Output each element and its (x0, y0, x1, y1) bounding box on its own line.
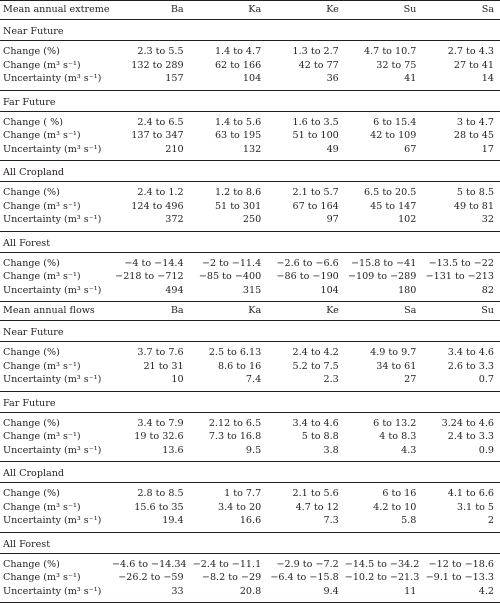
table-cell: 33 (112, 585, 190, 603)
table-cell: 2.6 to 3.3 (447, 360, 494, 372)
table-cell: 0.7 (422, 373, 500, 391)
row-label: Change (%) (3, 347, 60, 358)
table-cell: 19 to 32.6 (134, 431, 184, 442)
table-cell: 2.1 to 5.6 (292, 488, 339, 499)
table-row (0, 111, 500, 129)
table-cell: −15.8 to −41 (350, 257, 417, 269)
table-cell: 4.3 (345, 444, 423, 462)
table-cell: 41 (345, 72, 423, 90)
column-header: Ke (267, 1, 345, 20)
table-row (0, 360, 500, 374)
table-cell: −109 to −289 (347, 271, 417, 282)
table-cell: 51 to 100 (292, 130, 339, 141)
table-cell: 5 to 8.8 (301, 431, 339, 442)
table-cell: 62 to 166 (214, 59, 262, 71)
table-row (0, 143, 500, 161)
row-label: Change (m³ s⁻¹) (3, 360, 81, 372)
table-cell: 6 to 16 (382, 488, 417, 499)
column-header: Ka (190, 302, 268, 321)
table-cell: 42 to 77 (298, 59, 339, 71)
table-row (0, 514, 500, 532)
table-row (0, 252, 500, 270)
table-cell: 3.4 to 4.6 (447, 347, 494, 358)
table-cell: 42 to 109 (370, 130, 417, 141)
table-cell: 6 to 15.4 (373, 116, 417, 128)
table-cell: 49 (267, 143, 345, 161)
table-cell: −2 to −11.4 (201, 257, 262, 269)
table-cell: 5 to 8.5 (456, 187, 494, 198)
row-label: Uncertainty (m³ s⁻¹) (0, 444, 112, 462)
table-cell: 124 to 496 (131, 200, 184, 212)
table-cell: −218 to −712 (115, 271, 184, 282)
table-row (0, 129, 500, 143)
table-cell: 7.4 (190, 373, 268, 391)
table-row (0, 41, 500, 59)
table-row (0, 182, 500, 200)
table-cell: 97 (267, 213, 345, 231)
table-cell: 2.5 to 6.13 (208, 347, 262, 358)
table-cell: 36 (267, 72, 345, 90)
table-cell: −2.4 to −11.1 (192, 558, 262, 570)
table-cell: −86 to −190 (276, 271, 339, 282)
section-heading-row (0, 532, 500, 553)
table-cell: 3.4 to 20 (217, 501, 262, 513)
table-cell: 34 to 61 (376, 360, 417, 372)
table-row (0, 444, 500, 462)
table-cell: 82 (422, 284, 500, 302)
table-cell: 14 (422, 72, 500, 90)
table-row (0, 342, 500, 360)
table-cell: 4.7 to 12 (295, 501, 339, 513)
table-cell: −8.2 to −29 (201, 572, 262, 583)
table-row (0, 373, 500, 391)
table-row (0, 483, 500, 501)
row-label: Change (m³ s⁻¹) (3, 130, 81, 141)
table-cell: 132 to 289 (131, 59, 184, 71)
table-row (0, 585, 500, 603)
table-cell: −13.5 to −22 (428, 257, 494, 269)
section-heading-row (0, 90, 500, 111)
table-cell: 3 to 4.7 (456, 116, 494, 128)
table-cell: 2.12 to 6.5 (208, 417, 262, 429)
column-header: Su (345, 1, 423, 20)
section-heading-row (0, 462, 500, 483)
table-cell: 7.3 to 16.8 (208, 431, 262, 442)
table-cell: 4 to 8.3 (379, 431, 417, 442)
row-label: Change (%) (3, 488, 60, 499)
table-cell: 315 (190, 284, 268, 302)
table-cell: 180 (345, 284, 423, 302)
table-cell: 21 to 31 (143, 360, 184, 372)
section-heading: All Cropland (0, 161, 500, 182)
table-cell: 1.3 to 2.7 (292, 46, 339, 57)
table-cell: 9.5 (190, 444, 268, 462)
table-title: Mean annual flows (0, 302, 112, 321)
column-header: Ke (267, 302, 345, 321)
table-cell: 2.4 to 4.2 (292, 347, 339, 358)
table-cell: 4.2 to 10 (373, 501, 417, 513)
table-cell: 51 to 301 (214, 200, 262, 212)
column-header: Ba (112, 302, 190, 321)
table-cell: 32 (422, 213, 500, 231)
row-label: Change (m³ s⁻¹) (3, 271, 81, 282)
table-cell: 1.6 to 3.5 (292, 116, 339, 128)
table-cell: 67 to 164 (292, 200, 339, 212)
table-cell: 3.7 to 7.6 (137, 347, 184, 358)
column-header: Sa (345, 302, 423, 321)
table-cell: 3.1 to 5 (456, 501, 494, 513)
row-label: Uncertainty (m³ s⁻¹) (0, 213, 112, 231)
table-cell: 11 (345, 585, 423, 603)
section-heading-row (0, 20, 500, 41)
table-cell: 27 (345, 373, 423, 391)
section-heading: Near Future (0, 20, 500, 41)
section-heading: All Forest (0, 532, 500, 553)
row-label: Change (%) (3, 417, 60, 429)
table-header-row (0, 1, 500, 20)
table-cell: 4.9 to 9.7 (370, 347, 417, 358)
table-cell: −2.9 to −7.2 (276, 558, 339, 570)
row-label: Change (%) (3, 187, 60, 198)
table-cell: −9.1 to −13.3 (425, 572, 494, 583)
column-header: Sa (422, 1, 500, 20)
table-cell: 16.6 (190, 514, 268, 532)
table-row (0, 501, 500, 515)
table-cell: 5.8 (345, 514, 423, 532)
table-cell: 137 to 347 (131, 130, 184, 141)
table-row (0, 213, 500, 231)
row-label: Change (m³ s⁻¹) (3, 431, 81, 442)
table-cell: 210 (112, 143, 190, 161)
table-cell: 3.8 (267, 444, 345, 462)
table-cell: 2.7 to 4.3 (447, 46, 494, 57)
row-label: Change (%) (3, 558, 60, 570)
table-cell: −14.5 to −34.2 (344, 558, 420, 570)
section-heading: Far Future (0, 391, 500, 412)
row-label: Uncertainty (m³ s⁻¹) (0, 373, 112, 391)
table-cell: 49 to 81 (453, 200, 494, 212)
section-heading-row (0, 321, 500, 342)
table-cell: 250 (190, 213, 268, 231)
table-cell: 104 (190, 72, 268, 90)
table-cell: −4.6 to −14.34 (112, 558, 187, 570)
section-heading-row (0, 391, 500, 412)
table-cell: 15.6 to 35 (134, 501, 184, 513)
table-cell: −4 to −14.4 (124, 257, 184, 269)
table-row (0, 412, 500, 430)
table-cell: 2.4 to 6.5 (137, 116, 184, 128)
table-cell: 2.8 to 8.5 (137, 488, 184, 499)
table-cell: 372 (112, 213, 190, 231)
table-cell: 13.6 (112, 444, 190, 462)
table-cell: −131 to −213 (425, 271, 494, 282)
table-cell: 5.2 to 7.5 (292, 360, 339, 372)
table-cell: −6.4 to −15.8 (270, 572, 339, 583)
table-cell: 1.4 to 5.6 (214, 116, 262, 128)
row-label: Uncertainty (m³ s⁻¹) (0, 585, 112, 603)
table-cell: 67 (345, 143, 423, 161)
table-cell: 1.2 to 8.6 (214, 187, 262, 198)
table-cell: 3.4 to 4.6 (292, 417, 339, 429)
table-cell: 494 (112, 284, 190, 302)
row-label: Uncertainty (m³ s⁻¹) (0, 514, 112, 532)
table-cell: 19.4 (112, 514, 190, 532)
table-cell: 6 to 13.2 (373, 417, 417, 429)
table-cell: 2.1 to 5.7 (292, 187, 339, 198)
section-heading: All Forest (0, 231, 500, 252)
table-cell: 10 (112, 373, 190, 391)
table-cell: 3.24 to 4.6 (441, 417, 494, 429)
table-cell: 20.8 (190, 585, 268, 603)
table-cell: 27 to 41 (453, 59, 494, 71)
table-cell: 2.4 to 3.3 (447, 431, 494, 442)
table-cell: 4.1 to 6.6 (447, 488, 494, 499)
table-title: Mean annual extreme (0, 1, 112, 20)
row-label: Uncertainty (m³ s⁻¹) (0, 143, 112, 161)
table-cell: 1 to 7.7 (224, 488, 262, 499)
table-cell: 157 (112, 72, 190, 90)
section-heading: All Cropland (0, 462, 500, 483)
table-row (0, 284, 500, 302)
section-heading: Far Future (0, 90, 500, 111)
section-heading: Near Future (0, 321, 500, 342)
table-cell: 32 to 75 (376, 59, 417, 71)
table-cell: 2 (422, 514, 500, 532)
table-row (0, 571, 500, 585)
table-cell: −2.6 to −6.6 (276, 257, 339, 269)
table-row (0, 200, 500, 214)
table-cell: 28 to 45 (453, 130, 494, 141)
section-heading-row (0, 231, 500, 252)
table-header-row (0, 302, 500, 321)
table-cell: 2.3 to 5.5 (137, 46, 184, 57)
row-label: Change (%) (3, 46, 60, 57)
row-label: Change (m³ s⁻¹) (3, 59, 81, 71)
table-cell: 132 (190, 143, 268, 161)
table-cell: 63 to 195 (214, 130, 262, 141)
row-label: Change (m³ s⁻¹) (3, 200, 81, 212)
table-cell: −85 to −400 (198, 271, 262, 282)
table-cell: −10.2 to −21.3 (344, 572, 420, 583)
table-cell: 9.4 (267, 585, 345, 603)
table-cell: 1.4 to 4.7 (214, 46, 262, 57)
table-row (0, 270, 500, 284)
row-label: Change (m³ s⁻¹) (3, 501, 81, 513)
table-cell: 2.3 (267, 373, 345, 391)
row-label: Change (%) (3, 257, 60, 269)
table-row (0, 430, 500, 444)
row-label: Uncertainty (m³ s⁻¹) (0, 72, 112, 90)
table-row (0, 59, 500, 73)
table-cell: 3.4 to 7.9 (137, 417, 184, 429)
table-cell: 6.5 to 20.5 (364, 187, 417, 198)
column-header: Ka (190, 1, 268, 20)
table-cell: 45 to 147 (370, 200, 417, 212)
table-cell: 102 (345, 213, 423, 231)
table-cell: −26.2 to −59 (118, 572, 184, 583)
section-heading-row (0, 161, 500, 182)
table-cell: 7.3 (267, 514, 345, 532)
table-cell: −12 to −18.6 (428, 558, 494, 570)
table-row (0, 553, 500, 571)
column-header: Ba (112, 1, 190, 20)
row-label: Change (m³ s⁻¹) (3, 572, 81, 583)
table-cell: 8.6 to 16 (217, 360, 262, 372)
row-label: Uncertainty (m³ s⁻¹) (0, 284, 112, 302)
table-cell: 2.4 to 1.2 (137, 187, 184, 198)
table-cell: 4.2 (422, 585, 500, 603)
table-cell: 17 (422, 143, 500, 161)
table-cell: 0.9 (422, 444, 500, 462)
table-cell: 4.7 to 10.7 (364, 46, 417, 57)
column-header: Su (422, 302, 500, 321)
table-row (0, 72, 500, 90)
row-label: Change ( %) (3, 116, 63, 128)
table-cell: 104 (267, 284, 345, 302)
